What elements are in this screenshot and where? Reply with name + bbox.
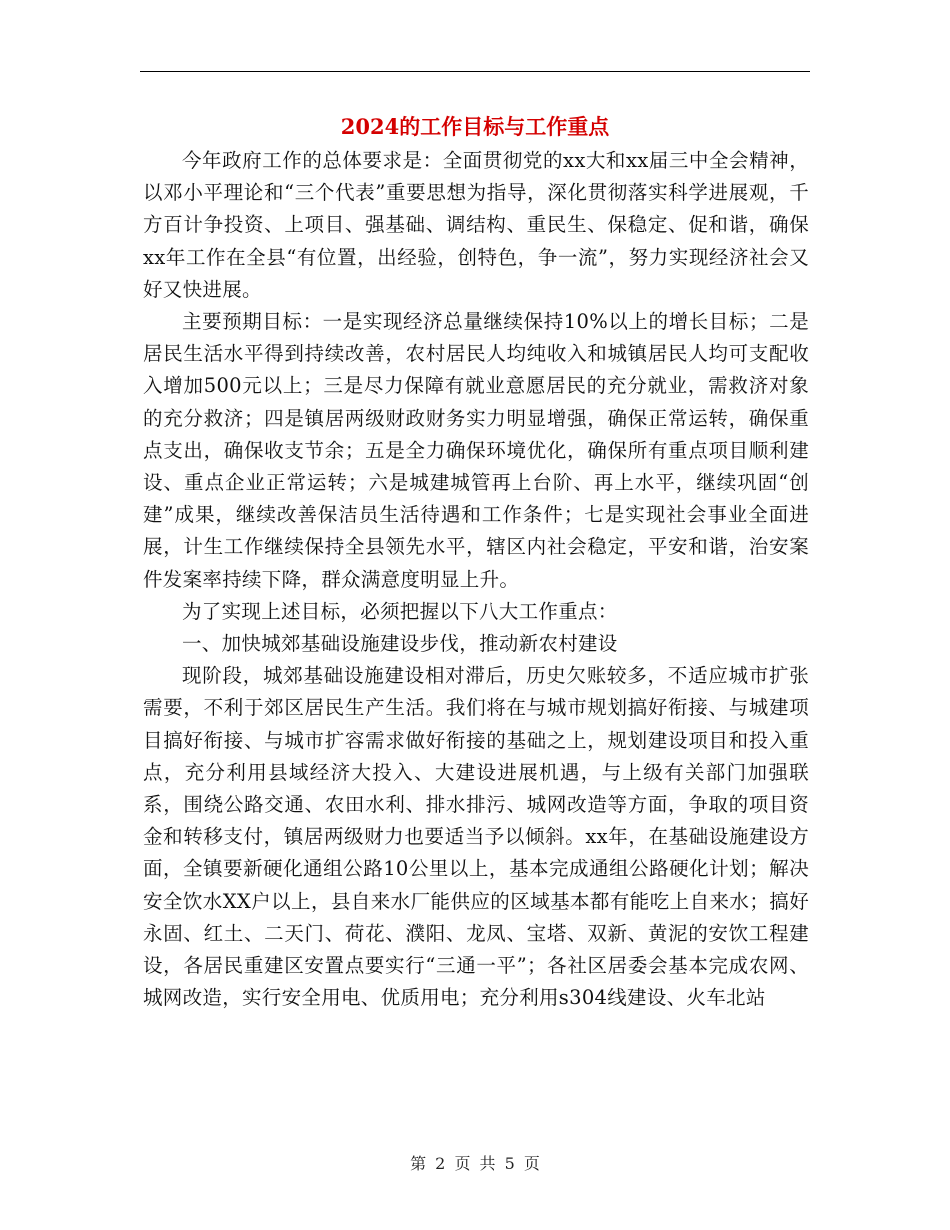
section-heading-infrastructure: 一、加快城郊基础设施建设步伐，推动新农村建设 <box>182 632 618 656</box>
document-body <box>143 145 809 1014</box>
document-title: 2024的工作目标与工作重点 <box>340 114 610 139</box>
paragraph-expected-goals: 主要预期目标：一是实现经济总量继续保持10%以上的增长目标；二是居民生活水平得到持续改善，农村居民人均纯收入和城镇居民人均可支配收入增加500元以上；三是尽力保障有就业意愿居民的充分就业，需救济对象的充分救济；四是镇居两级财政财务实力明显增强，确保正常运转，确保重点支出，确保收支节余；五是全力确保环境优化，确保所有重点项目顺利建设、重点企业正常运转；六是城建城管再上台阶、再上水平，继续巩固“创建”成果，继续改善保洁员生活待遇和工作条件；七是实现社会事业全面进展，计生工作继续保持全县领先水平，辖区内社会稳定，平安和谐，治安案件发案率持续下降，群众满意度明显上升。 <box>143 310 809 591</box>
paragraph-infrastructure: 现阶段，城郊基础设施建设相对滞后，历史欠账较多，不适应城市扩张需要，不利于郊区居民生产生活。我们将在与城市规划搞好衔接、与城建项目搞好衔接、与城市扩容需求做好衔接的基础之上，规划建设项目和投入重点，充分利用县域经济大投入、大建设进展机遇，与上级有关部门加强联系，围绕公路交通、农田水利、排水排污、城网改造等方面，争取的项目资金和转移支付，镇居两级财力也要适当予以倾斜。xx年，在基础设施建设方面，全镇要新硬化通组公路10公里以上，基本完成通组公路硬化计划；解决安全饮水XX户以上，县自来水厂能供应的区域基本都有能吃上自来水；搞好永固、红土、二天门、荷花、濮阳、龙凤、宝塔、双新、黄泥的安饮工程建设，各居民重建区安置点要实行“三通一平”；各社区居委会基本完成农网、城网改造，实行安全用电、优质用电；充分利用s304线建设、火车北站 <box>143 664 809 1010</box>
header-rule <box>140 71 810 72</box>
paragraph-key-points-intro: 为了实现上述目标，必须把握以下八大工作重点： <box>182 599 618 623</box>
paragraph-general-requirements: 今年政府工作的总体要求是：全面贯彻党的xx大和xx届三中全会精神，以邓小平理论和“三个代表”重要思想为指导，深化贯彻落实科学进展观，千方百计争投资、上项目、强基础、调结构、重民生、保稳定、促和谐，确保xx年工作在全县“有位置，出经验，创特色，争一流”，努力实现经济社会又好又快进展。 <box>143 149 809 301</box>
page-number-footer: 第 2 页 共 5 页 <box>410 1154 540 1173</box>
